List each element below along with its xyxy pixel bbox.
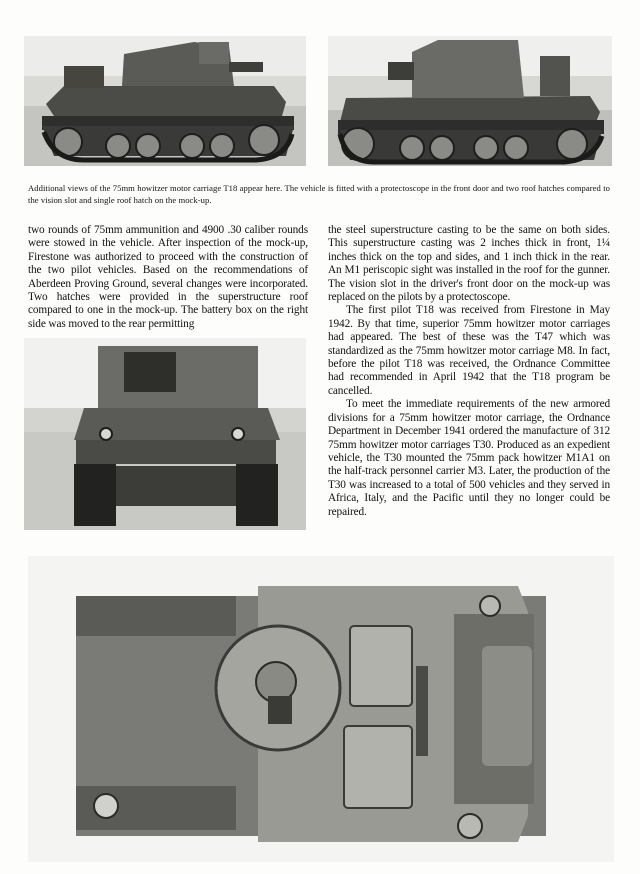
body-paragraph: the steel superstructure casting to be the same on both sides. This superstructure casting was 2 inches thick in front, 1¼ inches thick on the top and sides, and 1 inch thick in the rear. An M1 periscopic sight was installed in the roof for the gunner. The vision slot in the driver's front door on the mock-up was replaced on the pilots by a protectoscope.: [328, 224, 610, 304]
body-paragraph: The first pilot T18 was received from Firestone in May 1942. By that time, superior 75mm howitzer motor carriages had appeared. The best of these was the T47 which was standardized as the 75mm howitzer motor carriage M8. In fact, before the pilot T18 was received, the Ordnance Committee had recommended in April 1942 that the T18 program be cancelled.: [328, 304, 610, 397]
photo-side-view-left: [24, 36, 306, 166]
text-column-right: [328, 224, 610, 519]
body-paragraph: two rounds of 75mm ammunition and 4900 .30 caliber rounds were stowed in the vehicle. After inspection of the mock-up, Firestone was authorized to proceed with the construction of the two pilot vehicles. Based on the recommendations of Aberdeen Proving Ground, several changes were incorporated. Two hatches were provided in the superstructure roof compared to one in the mock-up. The battery box on the right side was moved to the rear permitting: [28, 224, 308, 330]
photo-overhead-view: [28, 556, 614, 862]
body-paragraph: To meet the immediate requirements of the new armored divisions for a 75mm howitzer motor carriage, the Ordnance Department in December 1941 ordered the manufacture of 312 75mm howitzer motor carriages T30. Produced as an expedient vehicle, the T30 mounted the 75mm pack howitzer M1A1 on the half-track personnel carrier M3. Later, the production of the T30 was increased to a total of 500 vehicles and they served in Africa, Italy, and the Pacific until they no longer could be repaired.: [328, 398, 610, 518]
text-column-left: [28, 224, 308, 331]
photo-front-view: [24, 338, 306, 530]
figure-caption: Additional views of the 75mm howitzer motor carriage T18 appear here. The vehicle is fitted with a protectoscope in the front door and two roof hatches compared to the vision slot and single roof hatch on the mock-up.: [28, 183, 610, 205]
photo-side-view-right: [328, 36, 612, 166]
